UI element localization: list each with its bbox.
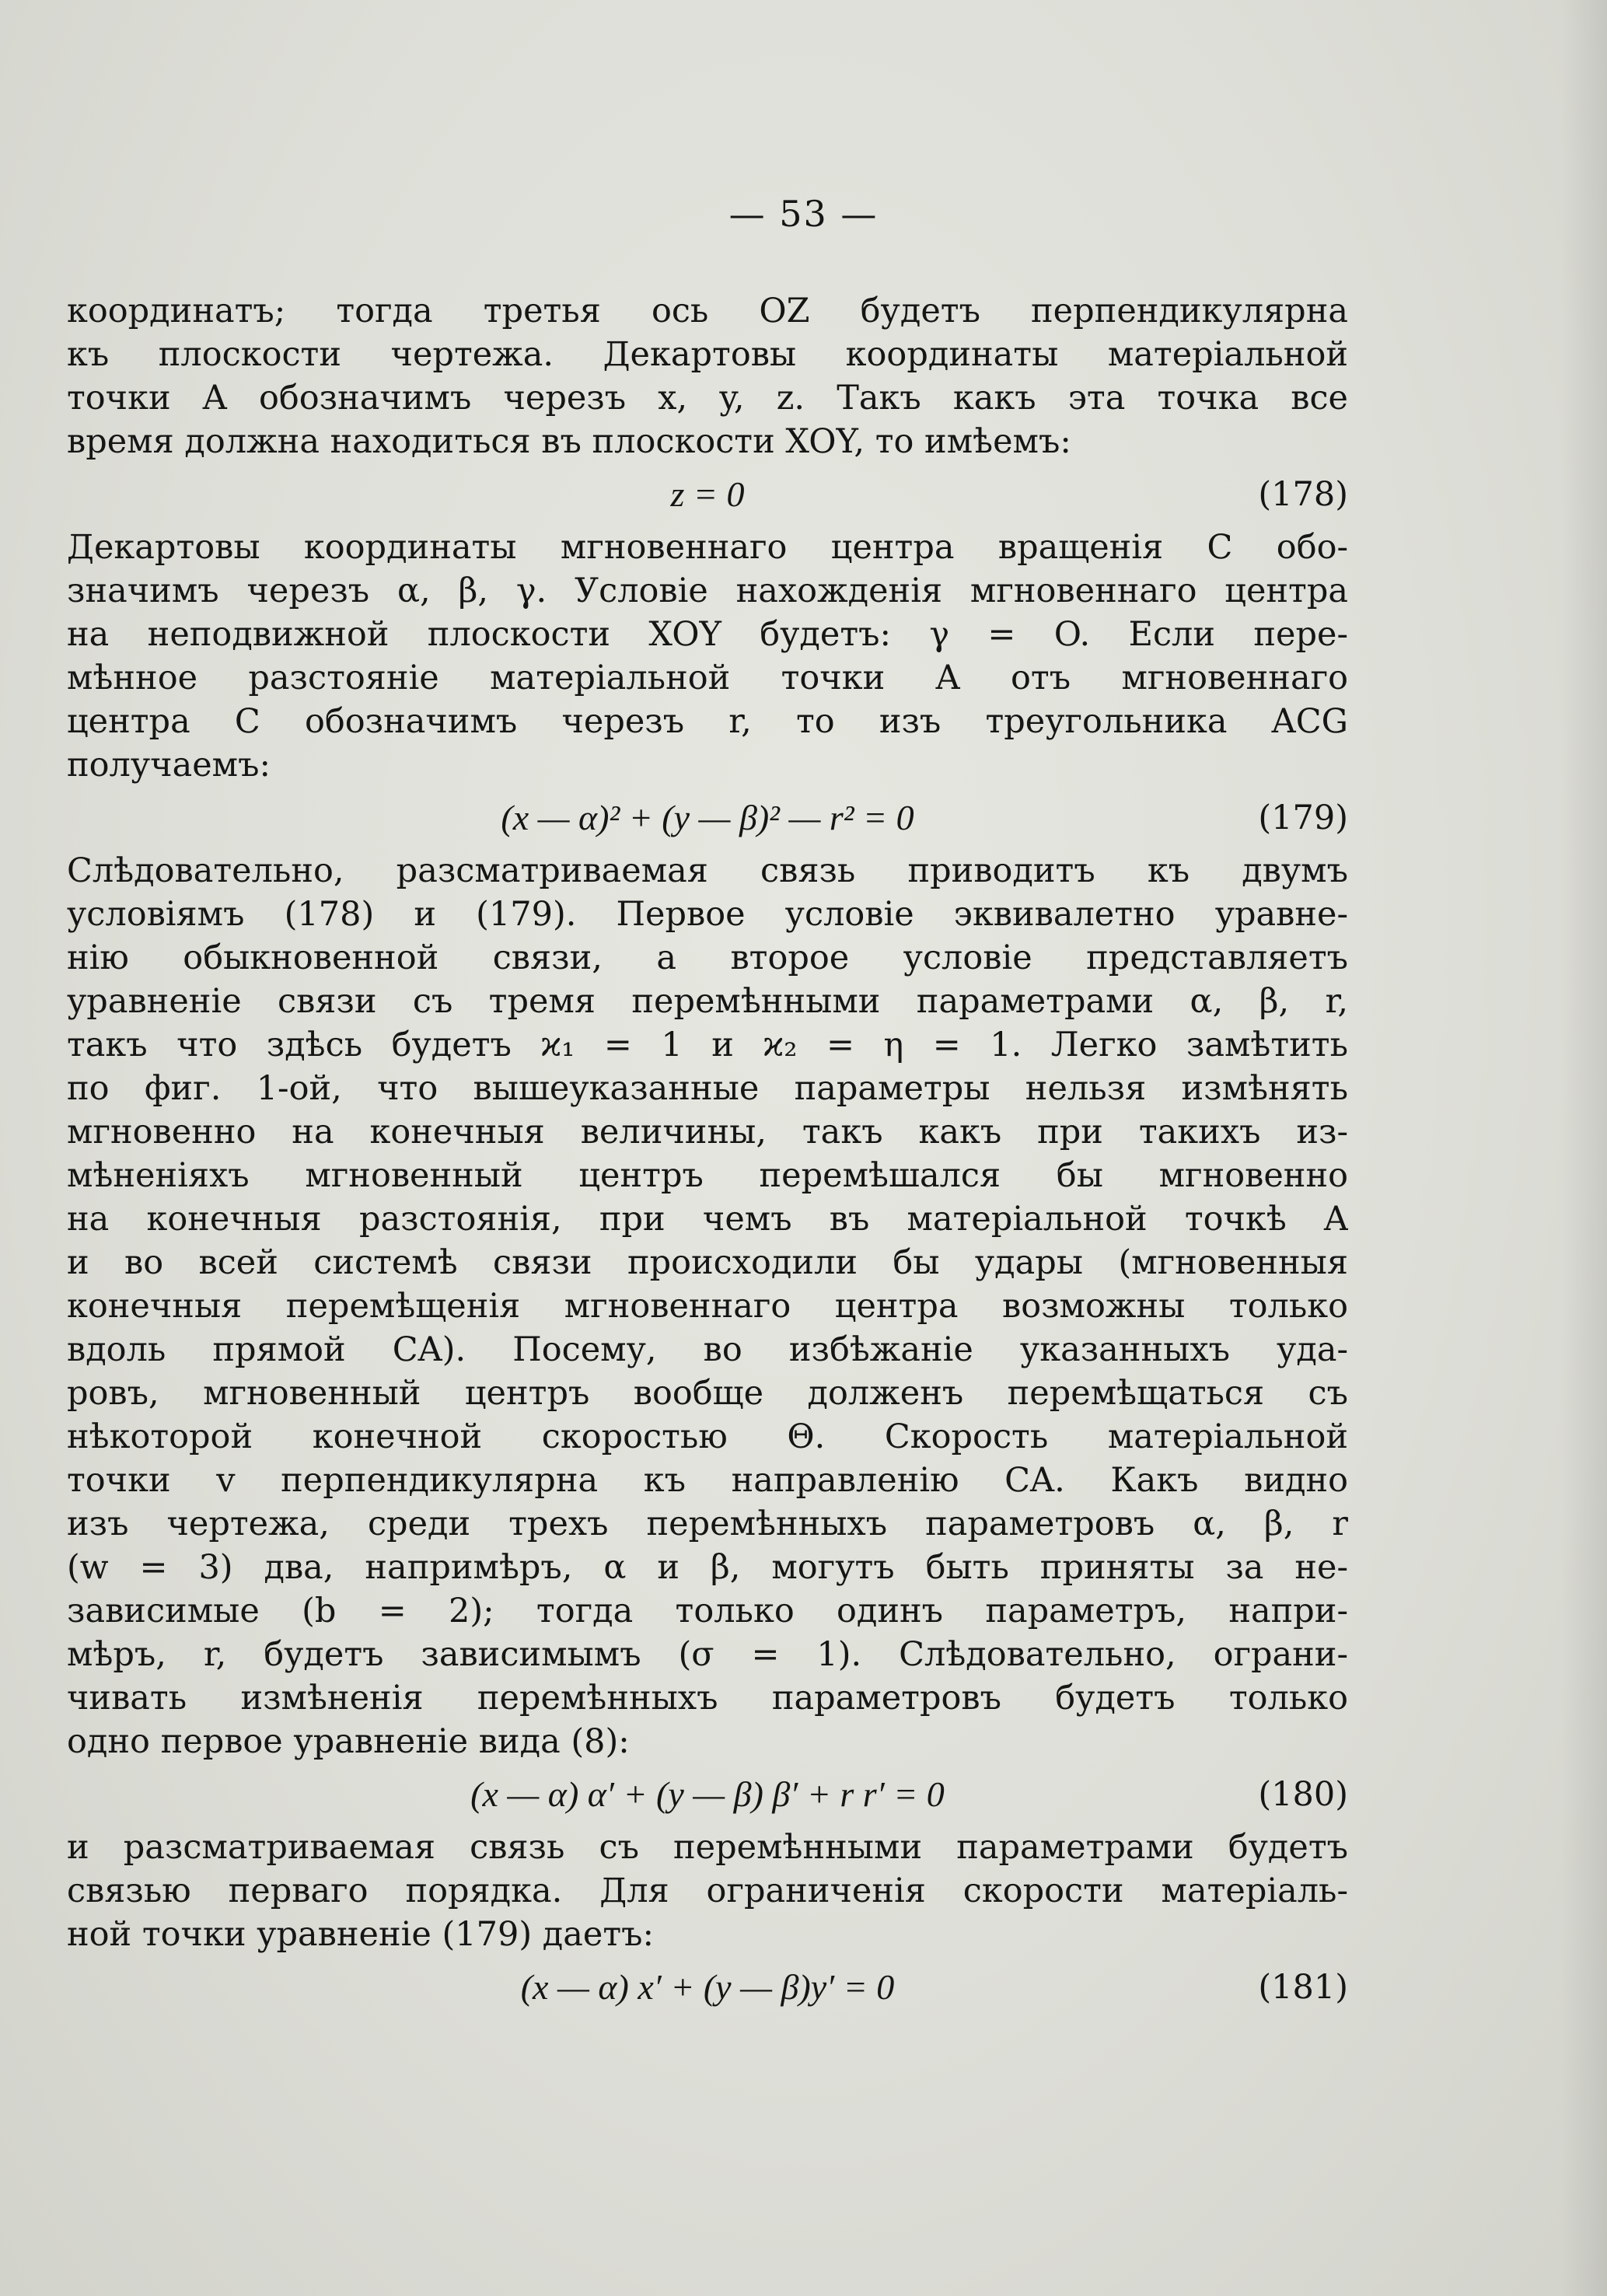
text-line: одно первое уравненіе вида (8):: [67, 1722, 630, 1761]
text-line: на конечныя разстоянія, при чемъ въ матеріальной точкѣ A: [67, 1200, 1348, 1239]
text-line: связью перваго порядка. Для ограниченія скорости матеріаль-: [67, 1871, 1348, 1910]
text-line: конечныя перемѣщенія мгновеннаго центра возможны только: [67, 1287, 1348, 1326]
equation-formula: (x — α)² + (y — β)² — r² = 0: [501, 798, 914, 837]
text-line: къ плоскости чертежа. Декартовы координаты матеріальной: [67, 335, 1348, 374]
text-line: вдоль прямой CA). Посему, во избѣжаніе указанныхъ уда-: [67, 1330, 1348, 1369]
text-line: мѣненіяхъ мгновенный центръ перемѣшался бы мгновенно: [67, 1156, 1348, 1195]
text-line: на неподвижной плоскости XOY будетъ: γ = O. Если пере-: [67, 615, 1348, 654]
text-line: изъ чертежа, среди трехъ перемѣнныхъ параметровъ α, β, r: [67, 1504, 1348, 1543]
text-line: точки v перпендикулярна къ направленію CA. Какъ видно: [67, 1461, 1348, 1500]
text-line: значимъ черезъ α, β, γ. Условіе нахожденія мгновеннаго центра: [67, 571, 1348, 610]
text-line: центра C обозначимъ черезъ r, то изъ треугольника ACG: [67, 702, 1348, 741]
equation: [67, 1956, 1348, 2018]
equation-formula: z = 0: [670, 474, 745, 514]
text-line: такъ что здѣсь будетъ ϰ₁ = 1 и ϰ₂ = η = 1. Легко замѣтить: [67, 1026, 1348, 1064]
equation-formula: (x — α) α′ + (y — β) β′ + r r′ = 0: [470, 1774, 945, 1814]
text-line: по фиг. 1-ой, что вышеуказанные параметры нельзя измѣнять: [67, 1069, 1348, 1108]
equation-number: (179): [1258, 799, 1348, 837]
text-line: нію обыкновенной связи, а второе условіе представляетъ: [67, 938, 1348, 977]
text-line: уравненіе связи съ тремя перемѣнными параметрами α, β, r,: [67, 982, 1348, 1021]
equation-number: (181): [1258, 1968, 1348, 2007]
text-line: Слѣдовательно, разсматриваемая связь приводитъ къ двумъ: [67, 851, 1348, 890]
equation: [67, 787, 1348, 849]
text-line: мгновенно на конечныя величины, такъ какъ при такихъ из-: [67, 1113, 1348, 1151]
text-line: ровъ, мгновенный центръ вообще долженъ перемѣщаться съ: [67, 1374, 1348, 1413]
text-line: чивать измѣненія перемѣнныхъ параметровъ будетъ только: [67, 1679, 1348, 1718]
text-line: точки A обозначимъ черезъ x, y, z. Такъ какъ эта точка все: [67, 379, 1348, 418]
equation: [67, 1763, 1348, 1826]
text-line: и во всей системѣ связи происходили бы удары (мгновенныя: [67, 1243, 1348, 1282]
text-line: Декартовы координаты мгновеннаго центра вращенія C обо-: [67, 528, 1348, 567]
text-line: время должна находиться въ плоскости XOY, то имѣемъ:: [67, 422, 1071, 461]
text-line: нѣкоторой конечной скоростью Θ. Скорость матеріальной: [67, 1417, 1348, 1456]
text-line: координатъ; тогда третья ось OZ будетъ перпендикулярна: [67, 292, 1348, 330]
equation: [67, 463, 1348, 526]
equation-number: (178): [1258, 475, 1348, 514]
page-edge-shadow: [1560, 0, 1607, 2296]
body-text: [67, 289, 1348, 2018]
text-line: ной точки уравненіе (179) даетъ:: [67, 1915, 654, 1954]
text-line: мѣнное разстояніе матеріальной точки A отъ мгновеннаго: [67, 659, 1348, 697]
text-line: (w = 3) два, напримѣръ, α и β, могутъ быть приняты за не-: [67, 1548, 1348, 1587]
text-line: условіямъ (178) и (179). Первое условіе эквивалетно уравне-: [67, 895, 1348, 934]
text-line: зависимые (b = 2); тогда только одинъ параметръ, напри-: [67, 1592, 1348, 1630]
equation-number: (180): [1258, 1775, 1348, 1814]
equation-formula: (x — α) x′ + (y — β)y′ = 0: [520, 1967, 895, 2007]
page-number: — 53 —: [728, 193, 879, 235]
text-line: получаемъ:: [67, 746, 271, 785]
text-line: мѣръ, r, будетъ зависимымъ (σ = 1). Слѣдовательно, ограни-: [67, 1635, 1348, 1674]
text-line: и разсматриваемая связь съ перемѣнными параметрами будетъ: [67, 1828, 1348, 1867]
